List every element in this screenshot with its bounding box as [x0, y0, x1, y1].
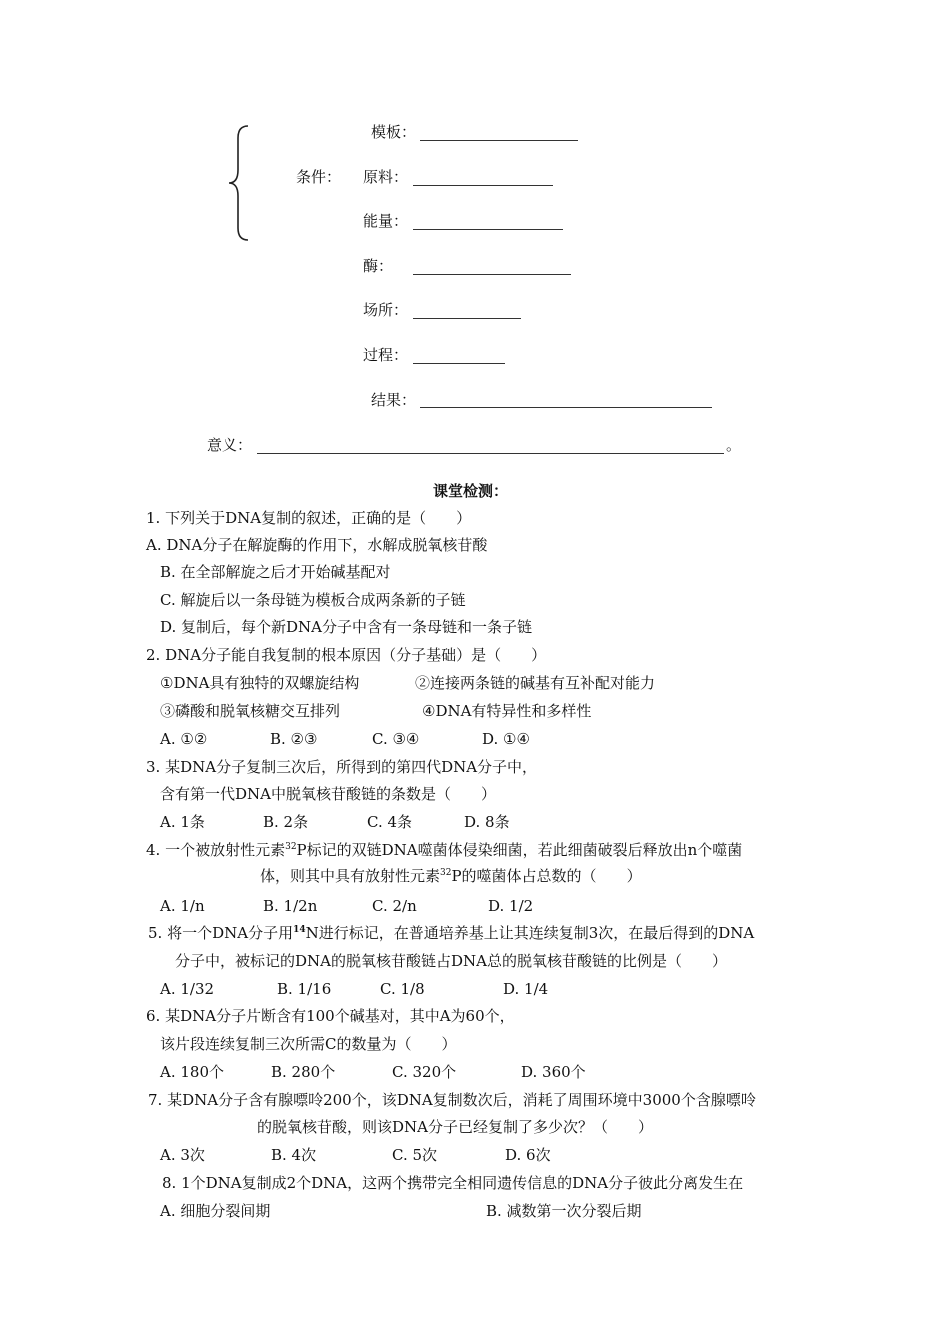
result-blank[interactable] — [420, 407, 712, 408]
q4-option-c[interactable]: C. 2/n — [372, 897, 417, 915]
template-blank[interactable] — [420, 140, 578, 141]
q3-stem-line1: 3. 某DNA分子复制三次后，所得到的第四代DNA分子中， — [146, 758, 538, 776]
q5-stem-line1 — [148, 923, 754, 943]
q2-statement-1: ①DNA具有独特的双螺旋结构 — [160, 674, 360, 692]
q7-option-b[interactable]: B. 4次 — [271, 1146, 317, 1164]
energy-blank[interactable] — [413, 229, 563, 230]
q3-option-a[interactable]: A. 1条 — [160, 813, 205, 831]
q6-option-b[interactable]: B. 280个 — [271, 1063, 336, 1081]
q6-option-d[interactable]: D. 360个 — [521, 1063, 586, 1081]
q2-statement-4: ④DNA有特异性和多样性 — [422, 702, 592, 720]
q5-option-c[interactable]: C. 1/8 — [380, 980, 425, 998]
enzyme-blank[interactable] — [413, 274, 571, 275]
q2-option-d[interactable]: D. ①④ — [482, 730, 530, 748]
q7-stem-line2: 的脱氧核苷酸，则该DNA分子已经复制了多少次？（ ） — [257, 1118, 653, 1136]
q1-option-b[interactable]: B. 在全部解旋之后才开始碱基配对 — [160, 563, 391, 581]
q6-option-a[interactable]: A. 180个 — [160, 1063, 224, 1081]
q4-stem-line2-pre: 体，则其中具有放射性元素 — [260, 867, 441, 885]
q7-option-c[interactable]: C. 5次 — [392, 1146, 438, 1164]
q2-stem: 2. DNA分子能自我复制的根本原因（分子基础）是（ ） — [146, 646, 547, 664]
q2-option-a[interactable]: A. ①② — [160, 730, 208, 748]
q4-option-a[interactable]: A. 1/n — [160, 897, 205, 915]
site-blank[interactable] — [413, 318, 521, 319]
q8-option-a[interactable]: A. 细胞分裂间期 — [160, 1202, 271, 1220]
q3-option-d[interactable]: D. 8条 — [464, 813, 510, 831]
q7-stem-line1: 7. 某DNA分子含有腺嘌呤200个，该DNA复制数次后，消耗了周围环境中3000个含腺嘌呤 — [148, 1091, 756, 1109]
q1-option-c[interactable]: C. 解旋后以一条母链为模板合成两条新的子链 — [160, 591, 466, 609]
conditions-group-label: 条件： — [296, 168, 342, 186]
process-blank[interactable] — [413, 363, 505, 364]
q4-option-b[interactable]: B. 1/2n — [263, 897, 318, 915]
q4-superscript-1: 32 — [285, 842, 297, 852]
q8-stem: 8. 1个DNA复制成2个DNA，这两个携带完全相同遗传信息的DNA分子彼此分离发生在 — [162, 1174, 744, 1192]
template-label: 模板： — [371, 123, 417, 141]
enzyme-label: 酶： — [363, 257, 394, 275]
q4-stem-line2 — [260, 866, 642, 886]
q2-statement-3: ③磷酸和脱氧核糖交互排列 — [160, 702, 341, 720]
process-label: 过程： — [363, 346, 409, 364]
q1-stem: 1. 下列关于DNA复制的叙述，正确的是（ ） — [146, 509, 472, 527]
q2-option-b[interactable]: B. ②③ — [270, 730, 318, 748]
section-title: 课堂检测： — [433, 482, 509, 500]
q4-superscript-2: 32 — [440, 868, 452, 878]
q4-stem-line2-post: P的噬菌体占总数的（ ） — [451, 867, 642, 885]
q4-option-d[interactable]: D. 1/2 — [488, 897, 534, 915]
meaning-end: 。 — [726, 436, 742, 454]
q6-stem-line2: 该片段连续复制三次所需C的数量为（ ） — [160, 1035, 457, 1053]
site-label: 场所： — [363, 301, 409, 319]
meaning-blank[interactable] — [257, 453, 724, 454]
curly-brace — [226, 124, 252, 242]
energy-label: 能量： — [363, 212, 409, 230]
q5-stem-line1-pre: 5. 将一个DNA分子用 — [148, 924, 294, 942]
q5-option-a[interactable]: A. 1/32 — [160, 980, 215, 998]
q7-option-a[interactable]: A. 3次 — [160, 1146, 205, 1164]
q3-option-c[interactable]: C. 4条 — [367, 813, 413, 831]
meaning-label: 意义： — [207, 436, 253, 454]
q5-option-d[interactable]: D. 1/4 — [503, 980, 549, 998]
q1-option-d[interactable]: D. 复制后，每个新DNA分子中含有一条母链和一条子链 — [160, 618, 533, 636]
q6-stem-line1: 6. 某DNA分子片断含有100个碱基对，其中A为60个， — [146, 1007, 515, 1025]
q3-stem-line2: 含有第一代DNA中脱氧核苷酸链的条数是（ ） — [160, 785, 496, 803]
material-label: 原料： — [363, 168, 409, 186]
q4-stem-line1-pre: 4. 一个被放射性元素 — [146, 841, 286, 859]
q8-option-b[interactable]: B. 减数第一次分裂后期 — [486, 1202, 642, 1220]
q7-option-d[interactable]: D. 6次 — [505, 1146, 551, 1164]
q6-option-c[interactable]: C. 320个 — [392, 1063, 457, 1081]
q5-stem-line2: 分子中，被标记的DNA的脱氧核苷酸链占DNA总的脱氧核苷酸链的比例是（ ） — [175, 952, 727, 970]
q3-option-b[interactable]: B. 2条 — [263, 813, 309, 831]
q5-option-b[interactable]: B. 1/16 — [277, 980, 332, 998]
result-label: 结果： — [371, 391, 417, 409]
q4-stem-line1-post: P标记的双链DNA噬菌体侵染细菌，若此细菌破裂后释放出n个噬菌 — [296, 841, 743, 859]
q4-stem-line1 — [146, 840, 742, 860]
q5-stem-line1-post: N进行标记，在普通培养基上让其连续复制3次，在最后得到的DNA — [305, 924, 755, 942]
material-blank[interactable] — [413, 185, 553, 186]
q1-option-a[interactable]: A. DNA分子在解旋酶的作用下，水解成脱氧核苷酸 — [146, 536, 488, 554]
q2-statement-2: ②连接两条链的碱基有互补配对能力 — [415, 674, 656, 692]
q5-superscript: 14 — [293, 925, 306, 935]
q2-option-c[interactable]: C. ③④ — [372, 730, 420, 748]
